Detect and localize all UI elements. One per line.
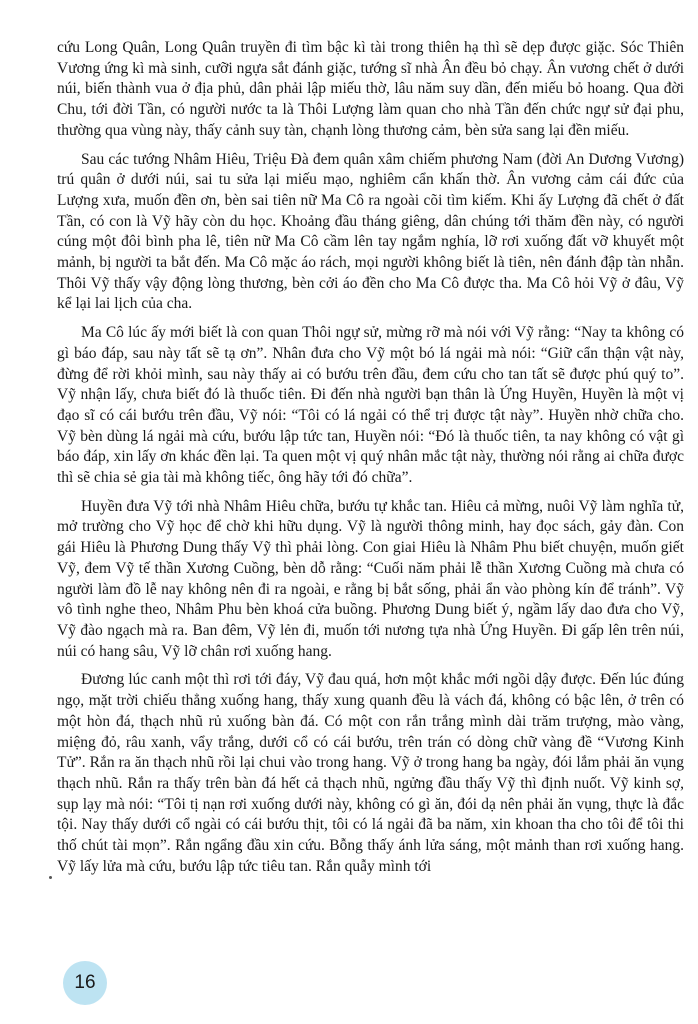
paragraph-4: Huyền đưa Vỹ tới nhà Nhâm Hiêu chữa, bướu tự khắc tan. Hiêu cả mừng, nuôi Vỹ làm nghĩa tử, mở trường cho Vỹ học để chờ khi hữu dụng. Vỹ là người thông minh, hay đọc sách, gảy đàn. Con gái Hiêu là Phương Dung thấy Vỹ thì phải lòng. Con giai Hiêu là Nhâm Phu biết chuyện, muốn giết Vỹ, đem Vỹ tế thần Xương Cuồng, bèn dỗ rằng: “Cuối năm phải lễ thần Xương Cuồng mà chưa có người làm đồ lễ nay không nên đi ra ngoài, e rằng bị bắt sống, phải ẩn vào phòng kín để tránh”. Vỹ vô tình nghe theo, Nhâm Phu bèn khoá cửa buồng. Phương Dung biết ý, ngầm lấy dao đưa cho Vỹ, Vỹ đào ngạch mà ra. Ban đêm, Vỹ lẻn đi, muốn tới nương tựa nhà Ứng Huyền. Đi gấp lên trên núi, núi có hang sâu, Vỹ lỡ chân rơi xuống hang. xyxy=(57,497,684,660)
paragraph-1: cứu Long Quân, Long Quân truyền đi tìm bậc kì tài trong thiên hạ thì sẽ dẹp được giặc. Sóc Thiên Vương ứng kì mà sinh, cưỡi ngựa sắt đánh giặc, tướng sĩ nhà Ân đều bỏ chạy. Ân vương chết ở dưới núi, biến thành vua ở địa phủ, dân phải lập miếu thờ, lâu năm suy dần, đến miếu bỏ hoang. Qua đời Chu, tới đời Tần, có người nước ta là Thôi Lượng làm quan cho nhà Tần đến chức ngự sử đại phu, thường qua vùng này, thấy cảnh suy tàn, chạnh lòng thương cảm, bèn sửa sang lại đền miếu. xyxy=(57,39,684,139)
page-number: 16 xyxy=(74,972,96,993)
page-number-badge xyxy=(63,961,107,1005)
page-body xyxy=(57,38,684,885)
paragraph-2: Sau các tướng Nhâm Hiêu, Triệu Đà đem quân xâm chiếm phương Nam (đời An Dương Vương) trú quân ở dưới núi, sai tu sửa lại miếu mạo, nghiêm cẩn khấn thờ. Ân vương cảm cái đức của Lượng xưa, muốn đền ơn, bèn sai tiên nữ Ma Cô ra ngoài cõi tìm kiếm. Khi ấy Lượng đã chết ở đất Tần, có con là Vỹ hãy còn du học. Khoảng đầu tháng giêng, dân chúng tới thăm đền này, có người cúng một đôi bình pha lê, tiên nữ Ma Cô cầm lên tay ngắm nghía, lỡ rơi xuống đất vỡ khuyết một mảnh, bị người ta bắt đến. Ma Cô mặc áo rách, mọi người không biết là tiên, nên đánh đập tàn nhẫn. Thôi Vỹ thấy vậy động lòng thương, bèn cởi áo đền cho Ma Cô được tha. Ma Cô hỏi Vỹ ở đâu, Vỹ kể lại lai lịch của cha. xyxy=(57,150,684,313)
margin-dot xyxy=(49,876,52,879)
paragraph-3: Ma Cô lúc ấy mới biết là con quan Thôi ngự sử, mừng rỡ mà nói với Vỹ rằng: “Nay ta không có gì báo đáp, sau này tất sẽ tạ ơn”. Nhân đưa cho Vỹ một bó lá ngải mà nói: “Giữ cẩn thận vật này, đừng để rời khỏi mình, sau này thấy ai có bướu trên đầu, đem cứu cho tan tất sẽ được phú quý to”. Vỹ nhận lấy, chưa biết đó là thuốc tiên. Đi đến nhà người bạn thân là Ứng Huyền, Huyền là một vị đạo sĩ có cái bướu trên đầu, Vỹ nói: “Tôi có lá ngải có thể trị được tật này”. Huyền nhờ chữa cho. Vỹ bèn dùng lá ngải mà cứu, bướu lập tức tan, Huyền nói: “Đó là thuốc tiên, ta nay không có vật gì báo đáp, xin lấy ơn khác đền lại. Ta quen một vị quý nhân mắc tật này, thường nói rằng ai chữa được thì sẽ chia sẻ gia tài mà không tiếc, ông hãy tới đó chữa”. xyxy=(57,324,684,487)
paragraph-5: Đương lúc canh một thì rơi tới đáy, Vỹ đau quá, hơn một khắc mới ngồi dậy được. Đến lúc đúng ngọ, mặt trời chiếu thẳng xuống hang, thấy xung quanh đều là vách đá, không có bậc lên, ở trên có một hòn đá, thạch nhũ rủ xuống bàn đá. Có một con rắn trắng mình dài trăm trượng, mào vàng, miệng đỏ, râu xanh, vẩy trắng, dưới cổ có cái bướu, trên trán có dòng chữ vàng đề “Vương Kinh Tử”. Rắn ra ăn thạch nhũ rồi lại chui vào trong hang. Vỹ ở trong hang ba ngày, đói lắm phải ăn vụng thạch nhũ. Rắn ra thấy trên bàn đá hết cả thạch nhũ, ngửng đầu thấy Vỹ thì định nuốt. Vỹ kinh sợ, sụp lạy mà nói: “Tôi tị nạn rơi xuống dưới này, không có gì ăn, đói dạ nên phải ăn vụng, thực là đắc tội. Nay thấy dưới cổ ngài có cái bướu thịt, tôi có lá ngải đã ba năm, xin khoan tha cho tôi để tôi thi thố chút tài mọn”. Rắn ngẩng đầu xin cứu. Bỗng thấy ánh lửa sáng, một mảnh than rơi xuống hang. Vỹ lấy lửa mà cứu, bướu lập tức tiêu tan. Rắn quẫy mình tới xyxy=(57,671,684,875)
